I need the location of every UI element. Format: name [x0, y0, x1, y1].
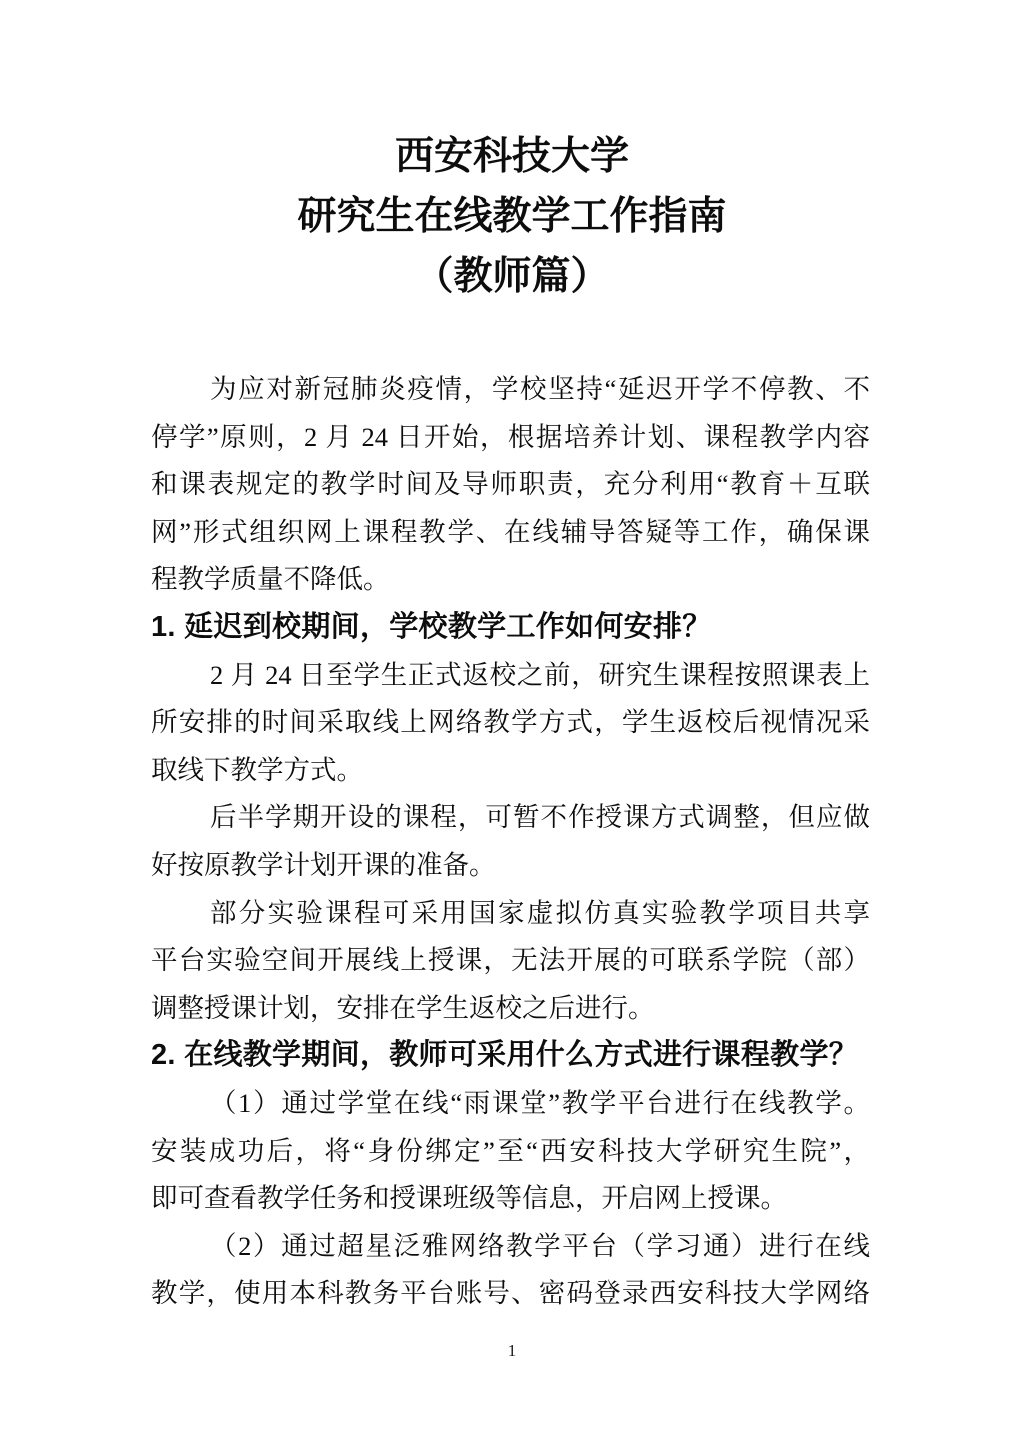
- body-text-line: 安装成功后，将“身份绑定”至“西安科技大学研究生院”，: [151, 1135, 870, 1166]
- body-text-line: 为应对新冠肺炎疫情，学校坚持“延迟开学不停教、不: [210, 374, 870, 404]
- document-body: [151, 366, 870, 1318]
- section-heading: 1. 延迟到校期间，学校教学工作如何安排？: [151, 610, 712, 643]
- body-text-line: 和课表规定的教学时间及导师职责，充分利用“教育＋互联: [151, 469, 870, 500]
- title-line-guide: 研究生在线教学工作指南: [297, 195, 727, 238]
- body-text-line: （1）通过学堂在线“雨课堂”教学平台进行在线教学。: [210, 1087, 870, 1118]
- body-text-line: 好按原教学计划开课的准备。: [151, 849, 496, 880]
- body-text-line: 程教学质量不降低。: [151, 564, 390, 595]
- body-text-line: 平台实验空间开展线上授课，无法开展的可联系学院（部）: [151, 945, 870, 976]
- title-line-university: 西安科技大学: [394, 135, 629, 178]
- body-text-line: 取线下教学方式。: [151, 754, 363, 785]
- body-text-line: 2 月 24 日至学生正式返校之前，研究生课程按照课表上: [210, 659, 870, 690]
- body-text-line: 部分实验课程可采用国家虚拟仿真实验教学项目共享: [210, 897, 870, 928]
- body-text-line: 所安排的时间采取线上网络教学方式，学生返校后视情况采: [151, 707, 870, 738]
- body-text-line: 教学，使用本科教务平台账号、密码登录西安科技大学网络: [151, 1278, 870, 1309]
- section-heading: 2. 在线教学期间，教师可采用什么方式进行课程教学？: [151, 1039, 859, 1072]
- body-text-line: 网”形式组织网上课程教学、在线辅导答疑等工作，确保课: [151, 516, 870, 547]
- page-number: 1: [507, 1341, 517, 1360]
- document-title: [0, 127, 1024, 307]
- body-text-line: 后半学期开设的课程，可暂不作授课方式调整，但应做: [210, 802, 870, 833]
- body-text-line: （2）通过超星泛雅网络教学平台（学习通）进行在线: [210, 1230, 870, 1261]
- body-text-line: 停学”原则，2 月 24 日开始，根据培养计划、课程教学内容: [151, 421, 870, 452]
- title-line-edition: （教师篇）: [414, 255, 610, 298]
- body-text-line: 调整授课计划，安排在学生返校之后进行。: [151, 992, 655, 1023]
- body-text-line: 即可查看教学任务和授课班级等信息，开启网上授课。: [151, 1183, 787, 1214]
